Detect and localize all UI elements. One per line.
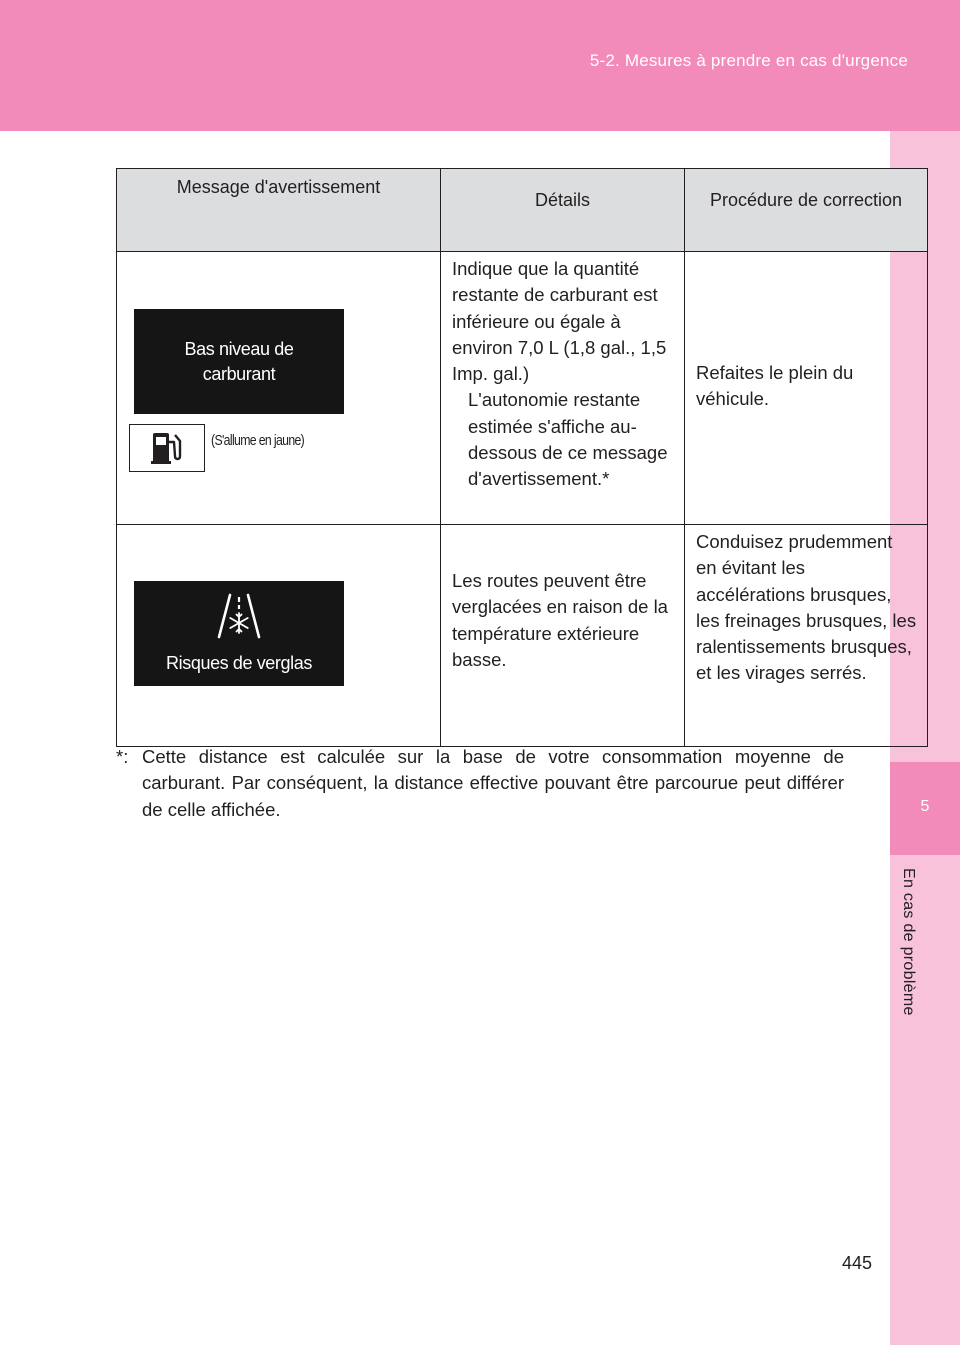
chapter-number: 5 xyxy=(890,762,960,855)
procedure-cell xyxy=(685,252,928,525)
fuel-pump-icon xyxy=(150,430,184,466)
table-header-row xyxy=(117,169,928,252)
display-text: Risques de verglas xyxy=(166,653,312,673)
icon-color-note: (S'allume en jaune) xyxy=(211,432,305,449)
icy-road-icon xyxy=(216,593,262,641)
column-header-message: Message d'avertissement xyxy=(117,169,441,252)
procedure-cell xyxy=(685,525,928,747)
page-header xyxy=(0,0,960,131)
details-note: L'autonomie restante estimée s'affiche au-dessous de ce message d'avertissement.* xyxy=(468,389,668,490)
message-cell xyxy=(117,252,441,525)
details-cell xyxy=(441,525,685,747)
column-header-details: Détails xyxy=(441,169,685,252)
warning-table xyxy=(116,168,928,747)
footnote-text: Cette distance est calculée sur la base de votre consommation moyenne de carburant. Par conséquent, la distance effective pouvant être parcourue peut différer de celle affichée. xyxy=(142,746,844,820)
display-text: Bas niveau de carburant xyxy=(184,339,294,384)
display-icy-road xyxy=(134,581,344,686)
table-row xyxy=(117,525,928,747)
footnote xyxy=(116,744,844,823)
details-cell xyxy=(441,252,685,525)
details-text: Les routes peuvent être verglacées en raison de la température extérieure basse. xyxy=(452,570,668,670)
chapter-label: En cas de problème xyxy=(900,868,917,1016)
section-title: 5-2. Mesures à prendre en cas d'urgence xyxy=(589,51,908,70)
message-cell xyxy=(117,525,441,747)
details-text: Indique que la quantité restante de carburant est inférieure ou égale à environ 7,0 L (1,8 gal., 1,5 Imp. gal.) xyxy=(452,258,667,385)
display-low-fuel xyxy=(134,309,344,414)
footnote-mark: *: xyxy=(116,746,129,767)
fuel-pump-icon-box xyxy=(129,424,205,472)
column-header-procedure: Procédure de correction xyxy=(685,169,928,252)
procedure-text: Conduisez prudemment en évitant les accélérations brusques, les freinages brusques, les ralentissements brusques, et les virages serrés. xyxy=(696,531,917,684)
table-row xyxy=(117,252,928,525)
page-number: 445 xyxy=(842,1253,873,1273)
procedure-text: Refaites le plein du véhicule. xyxy=(696,362,854,410)
